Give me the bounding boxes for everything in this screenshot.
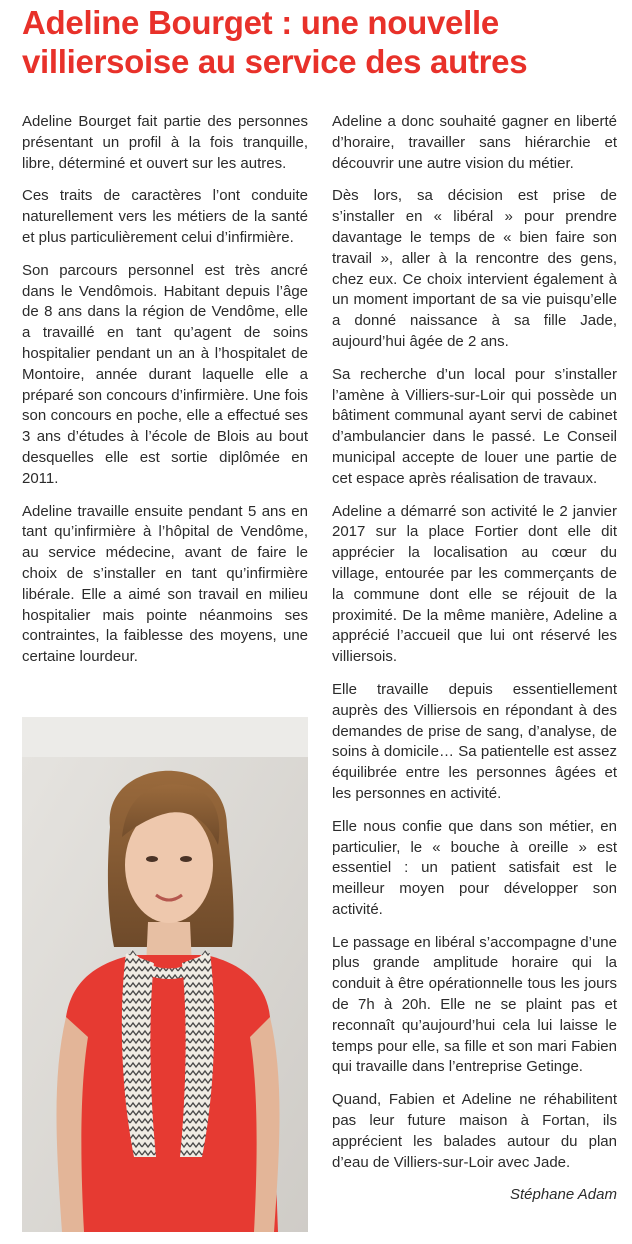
paragraph: Adeline a démarré son activité le 2 janvier 2017 sur la place Fortier dont elle dit apprécier la localisation au cœur du village, entourée par les commerçants de la commune dont elle se réjouit de la proximité. De la même manière, Adeline a apprécié l’accueil que lui ont réservé les villiersois. — [332, 502, 617, 666]
paragraph: Elle travaille depuis essentiellement auprès des Villiersois en répondant à des demandes de prise de sang, d’analyse, de soins à domicile… Sa patientelle est assez équilibrée entre les personnes âgées et les personnes en activité. — [332, 680, 617, 802]
article-column-right — [332, 112, 617, 1206]
author-signature: Stéphane Adam — [509, 1186, 617, 1204]
paragraph: Son parcours personnel est très ancré dans le Vendômois. Habitant depuis l’âge de 8 ans dans la région de Vendôme, elle a travaillé en tant qu’agent de soins hospitalier pendant un an à l’hospitalet de Montoire, année durant laquelle elle a préparé son concours d’infirmière. Une fois son concours en poche, elle a effectué ses 3 ans d’études à l’école de Blois au bout desquelles elle est sortie diplômée en 2011. — [22, 261, 308, 487]
paragraph: Sa recherche d’un local pour s’installer l’amène à Villiers-sur-Loir qui possède un bâtiment communal ayant servi de cabinet d’ambulancier dans le passé. Le Conseil municipal accepte de louer une partie de cet espace après réalisation de travaux. — [332, 365, 617, 487]
paragraph: Adeline travaille ensuite pendant 5 ans en tant qu’infirmière à l’hôpital de Vendôme, au service médecine, avant de faire le choix de s’installer en tant qu’infirmière libérale. Elle a aimé son travail en milieu hospitalier mais pointe néanmoins ses contraintes, la faiblesse des moyens, une certaine lourdeur. — [22, 502, 308, 666]
paragraph: Adeline Bourget fait partie des personnes présentant un profil à la fois tranquille, libre, déterminé et ouvert sur les autres. — [22, 113, 308, 172]
paragraph: Quand, Fabien et Adeline ne réhabilitent pas leur future maison à Fortan, ils apprécient les balades autour du plan d’eau de Villiers-sur-Loir avec Jade. — [332, 1091, 617, 1171]
paragraph: Elle nous confie que dans son métier, en particulier, le « bouche à oreille » est essentiel : un patient satisfait est le meilleur moyen pour développer son activité. — [332, 817, 617, 918]
paragraph: Ces traits de caractères l’ont conduite naturellement vers les métiers de la santé et plus particulièrement celui d’infirmière. — [22, 187, 308, 246]
article-column-left — [22, 112, 308, 680]
article-title: Adeline Bourget : une nouvelle villiersoise au service des autres — [22, 4, 528, 80]
portrait-photo — [22, 717, 308, 1232]
paragraph: Le passage en libéral s’accompagne d’une plus grande amplitude horaire qui la conduit à être opérationnelle tous les jours de 7h à 20h. Elle ne se plaint pas et reconnaît qu’aujourd’hui cela lui laisse le temps pour elle, sa fille et son mari Fabien qui travaille dans l’entreprise Getinge. — [332, 933, 617, 1076]
paragraph: Dès lors, sa décision est prise de s’installer en « libéral » pour prendre davantage le temps de « bien faire son travail », aller à la rencontre des gens, chez eux. Ce choix intervient également à un moment important de sa vie puisqu’elle a donné naissance à sa fille Jade, aujourd’hui âgée de 2 ans. — [332, 187, 617, 350]
paragraph: Adeline a donc souhaité gagner en liberté d’horaire, travailler sans hiérarchie et découvrir une autre vision du métier. — [332, 113, 617, 172]
